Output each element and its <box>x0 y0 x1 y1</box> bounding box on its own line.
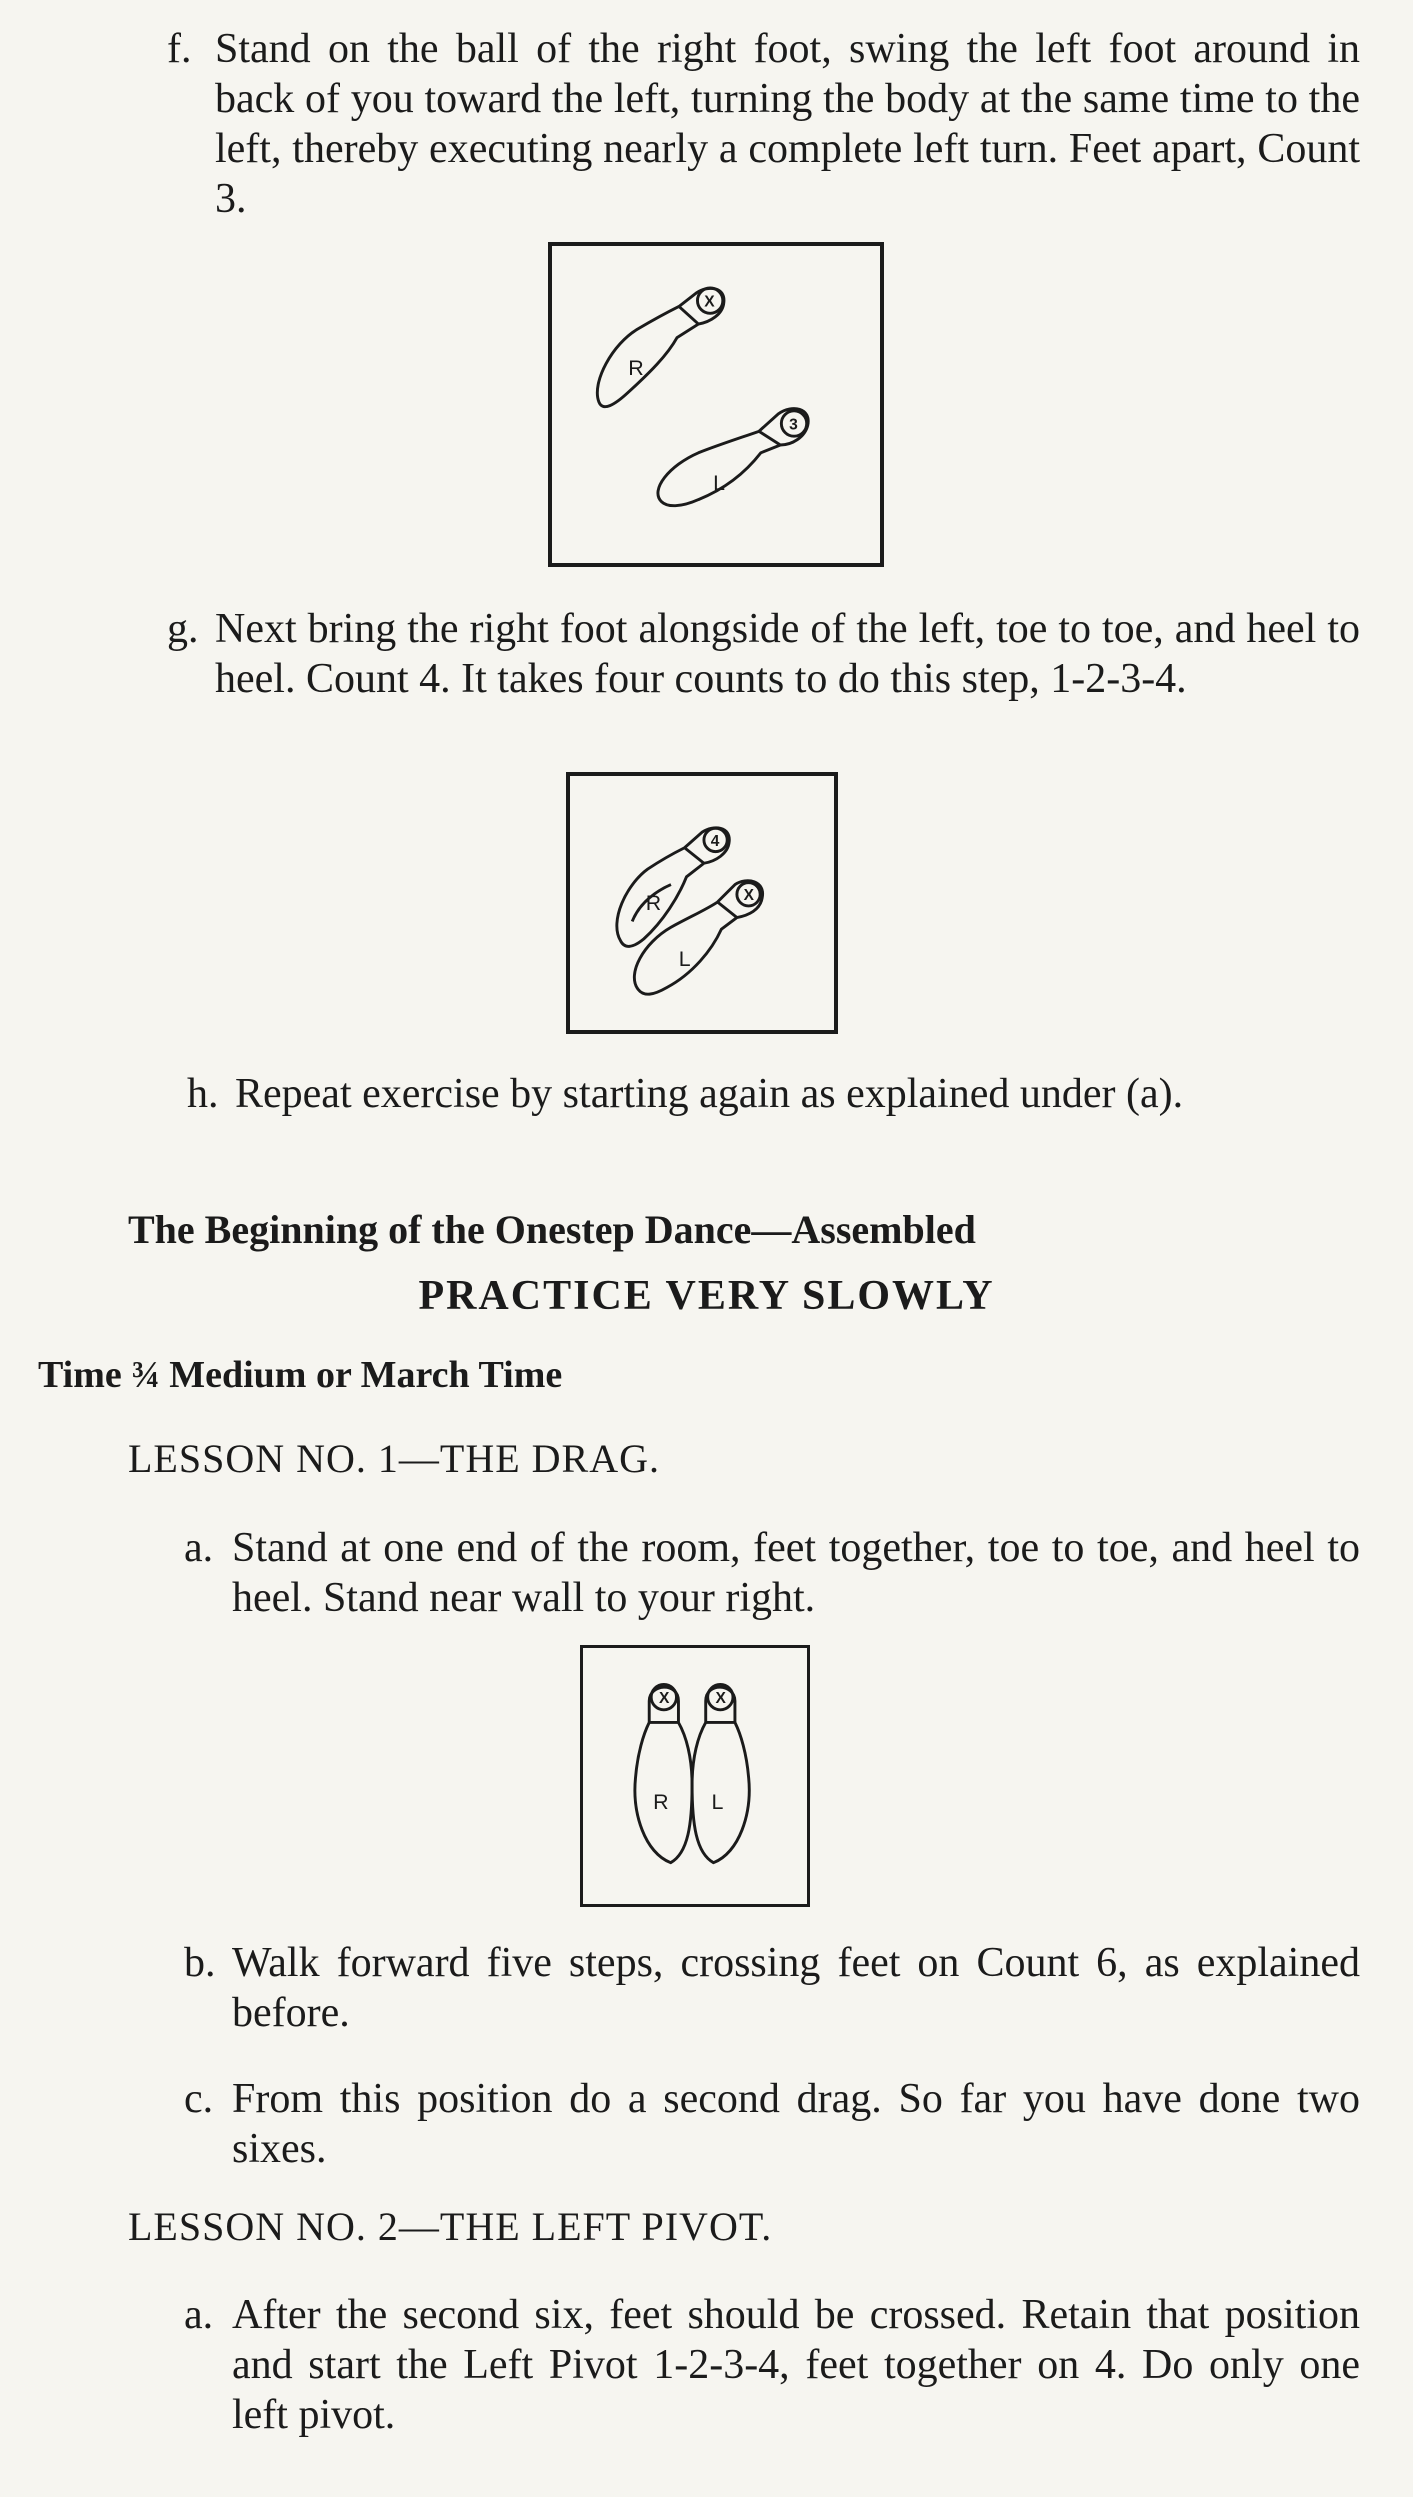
step-marker: b. <box>184 1940 216 1986</box>
step-marker: a. <box>184 1525 214 1571</box>
left-foot-label: L <box>713 470 726 495</box>
section-subtitle: PRACTICE VERY SLOWLY <box>418 1273 995 1319</box>
step-f <box>167 24 1360 224</box>
step-marker: c. <box>184 2076 214 2122</box>
lesson-2-title: LESSON NO. 2—THE LEFT PIVOT. <box>128 2204 773 2249</box>
step-g <box>167 604 1360 704</box>
lesson-2-step-a <box>184 2290 1360 2440</box>
step-text: Repeat exercise by starting again as explained under (a). <box>235 1071 1184 1117</box>
time-signature: Time ¾ Medium or March Time <box>38 1354 563 1396</box>
step-text: Stand on the ball of the right foot, swing the left foot around in back of you toward the left, turning the body at the same time to the left, thereby executing nearly a complete left turn. Feet apart, Count 3. <box>215 26 1360 222</box>
left-footprint <box>692 1684 749 1862</box>
left-foot-label: L <box>678 947 691 972</box>
step-marker: h. <box>187 1071 219 1117</box>
left-foot-count: X <box>715 1689 726 1707</box>
footprint-diagram-feet-apart <box>548 242 884 567</box>
step-h <box>187 1069 1360 1119</box>
step-text: Next bring the right foot alongside of the left, toe to toe, and heel to heel. Count 4. It takes four counts to do this step, 1-2-3-4. <box>215 606 1360 702</box>
left-foot-label: L <box>711 1790 724 1815</box>
footprint-diagram-feet-together-start <box>580 1645 810 1907</box>
right-footprint <box>617 828 729 947</box>
left-foot-count: 3 <box>789 416 798 434</box>
right-foot-label: R <box>628 355 644 380</box>
step-text: Walk forward five steps, crossing feet on Count 6, as explained before. <box>232 1940 1360 2036</box>
step-marker: g. <box>167 606 199 652</box>
right-foot-count: 4 <box>710 832 720 850</box>
lesson-1-step-b <box>184 1938 1360 2038</box>
step-marker: f. <box>167 26 192 72</box>
lesson-1-step-a <box>184 1523 1360 1623</box>
step-text: Stand at one end of the room, feet together, toe to toe, and heel to heel. Stand near wall to your right. <box>232 1525 1360 1621</box>
footprint-svg <box>583 1648 807 1904</box>
right-footprint <box>597 288 724 407</box>
right-footprint <box>635 1684 692 1862</box>
right-foot-count: X <box>658 1689 670 1707</box>
footprint-svg <box>570 776 834 1030</box>
left-footprint <box>658 409 808 506</box>
lesson-1-step-c <box>184 2074 1360 2174</box>
left-foot-count: X <box>743 887 755 905</box>
footprint-svg <box>552 246 880 563</box>
right-foot-label: R <box>645 890 662 915</box>
lesson-1-title: LESSON NO. 1—THE DRAG. <box>128 1436 660 1481</box>
right-foot-count: X <box>704 293 715 311</box>
step-marker: a. <box>184 2292 214 2338</box>
footprint-diagram-feet-together <box>566 772 838 1034</box>
section-title: The Beginning of the Onestep Dance—Assembled <box>128 1207 976 1252</box>
step-text: After the second six, feet should be crossed. Retain that position and start the Left Pivot 1-2-3-4, feet together on 4. Do only one left pivot. <box>232 2292 1360 2438</box>
right-foot-label: R <box>653 1790 669 1815</box>
step-text: From this position do a second drag. So far you have done two sixes. <box>232 2076 1360 2172</box>
